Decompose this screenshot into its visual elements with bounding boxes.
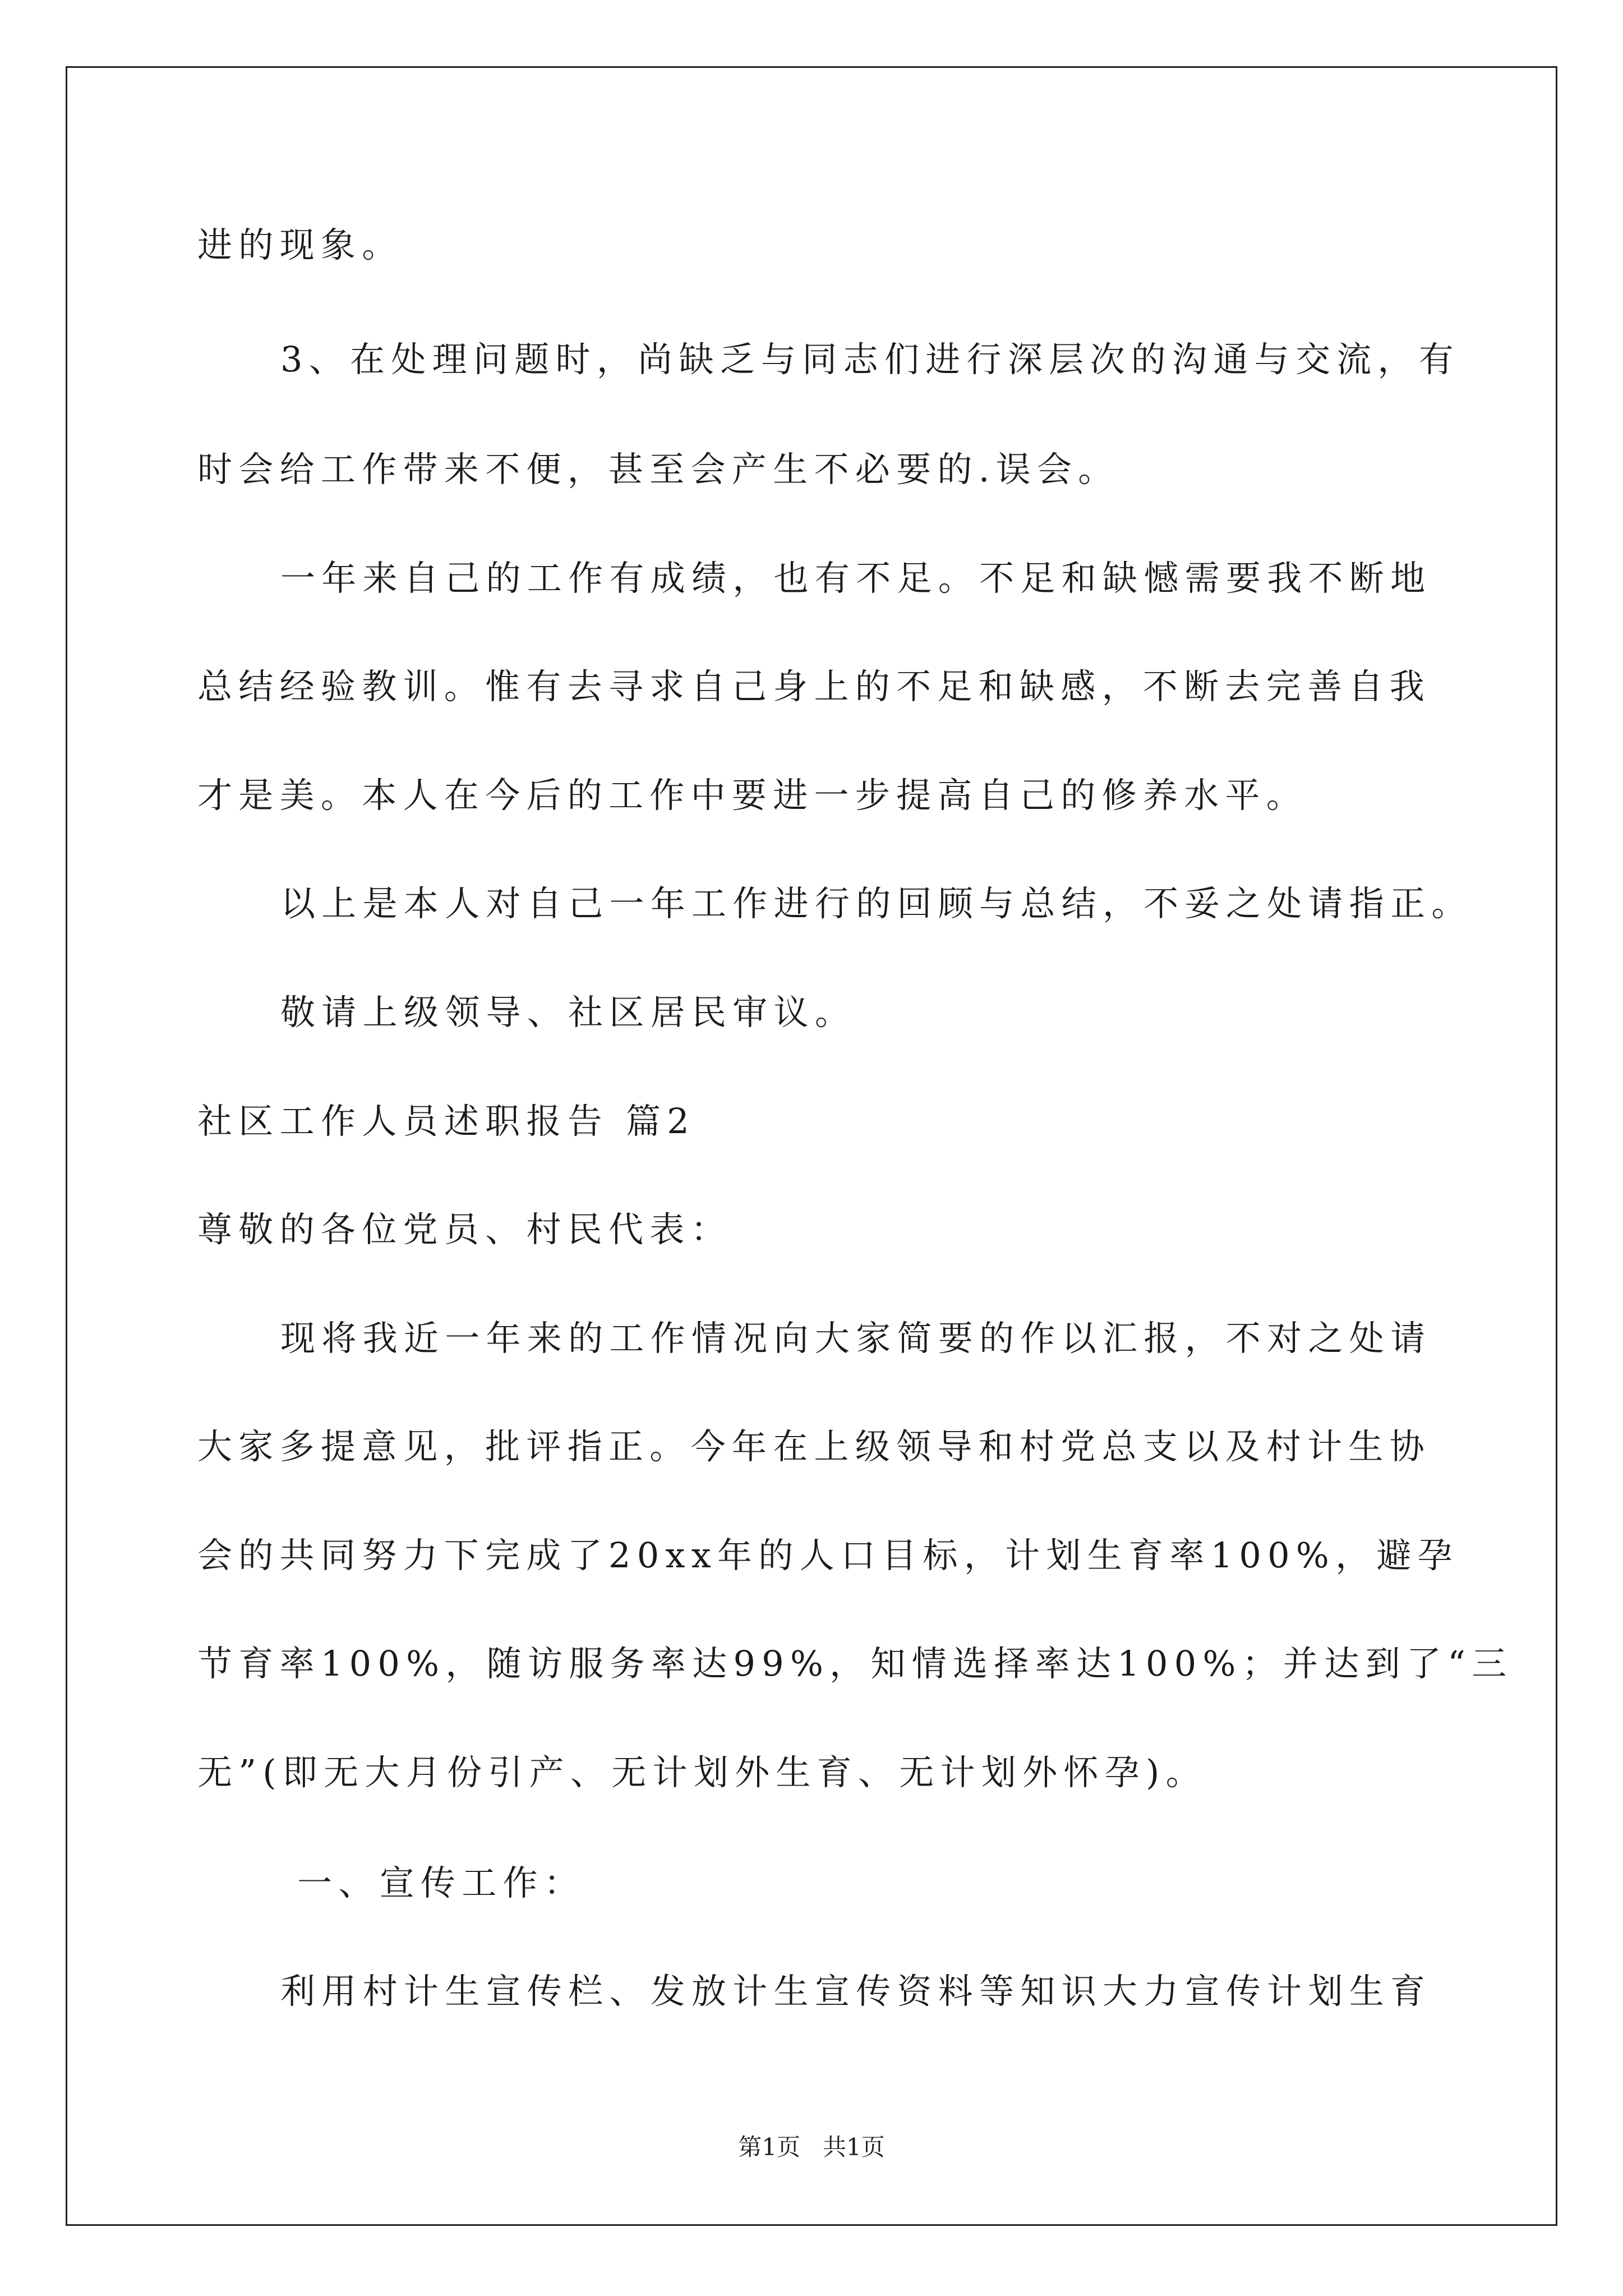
text-line-1: 进的现象。 bbox=[197, 224, 403, 265]
subheading-publicity: 一、宣传工作： bbox=[297, 1862, 585, 1903]
page-footer: 第1页 共1页 bbox=[738, 2133, 885, 2161]
text-line-7: 以上是本人对自己一年工作进行的回顾与总结，不妥之处请指正。 bbox=[280, 883, 1473, 924]
text-line-8: 敬请上级领导、社区居民审议。 bbox=[280, 992, 856, 1033]
text-line-14: 节育率100%，随访服务率达99%，知情选择率达100%；并达到了“三 bbox=[197, 1643, 1513, 1684]
text-line-13: 会的共同努力下完成了20xx年的人口目标，计划生育率100%，避孕 bbox=[197, 1535, 1459, 1576]
text-line-11: 现将我近一年来的工作情况向大家简要的作以汇报，不对之处请 bbox=[280, 1318, 1432, 1359]
salutation: 尊敬的各位党员、村民代表： bbox=[197, 1209, 732, 1250]
section-heading: 社区工作人员述职报告 篇2 bbox=[197, 1101, 696, 1142]
text-line-15: 无”(即无大月份引产、无计划外生育、无计划外怀孕)。 bbox=[197, 1752, 1207, 1793]
text-line-17: 利用村计生宣传栏、发放计生宣传资料等知识大力宣传计划生育 bbox=[280, 1971, 1432, 2012]
text-line-4: 一年来自己的工作有成绩，也有不足。不足和缺憾需要我不断地 bbox=[280, 558, 1432, 599]
text-line-2: 3、在处理问题时，尚缺乏与同志们进行深层次的沟通与交流，有 bbox=[280, 339, 1460, 380]
text-line-5: 总结经验教训。惟有去寻求自己身上的不足和缺感，不断去完善自我 bbox=[197, 666, 1431, 707]
text-line-6: 才是美。本人在今后的工作中要进一步提高自己的修养水平。 bbox=[197, 775, 1308, 816]
text-line-3: 时会给工作带来不便，甚至会产生不必要的.误会。 bbox=[197, 449, 1119, 490]
page-border bbox=[66, 66, 1557, 2226]
text-line-12: 大家多提意见，批评指正。今年在上级领导和村党总支以及村计生协 bbox=[197, 1426, 1431, 1467]
